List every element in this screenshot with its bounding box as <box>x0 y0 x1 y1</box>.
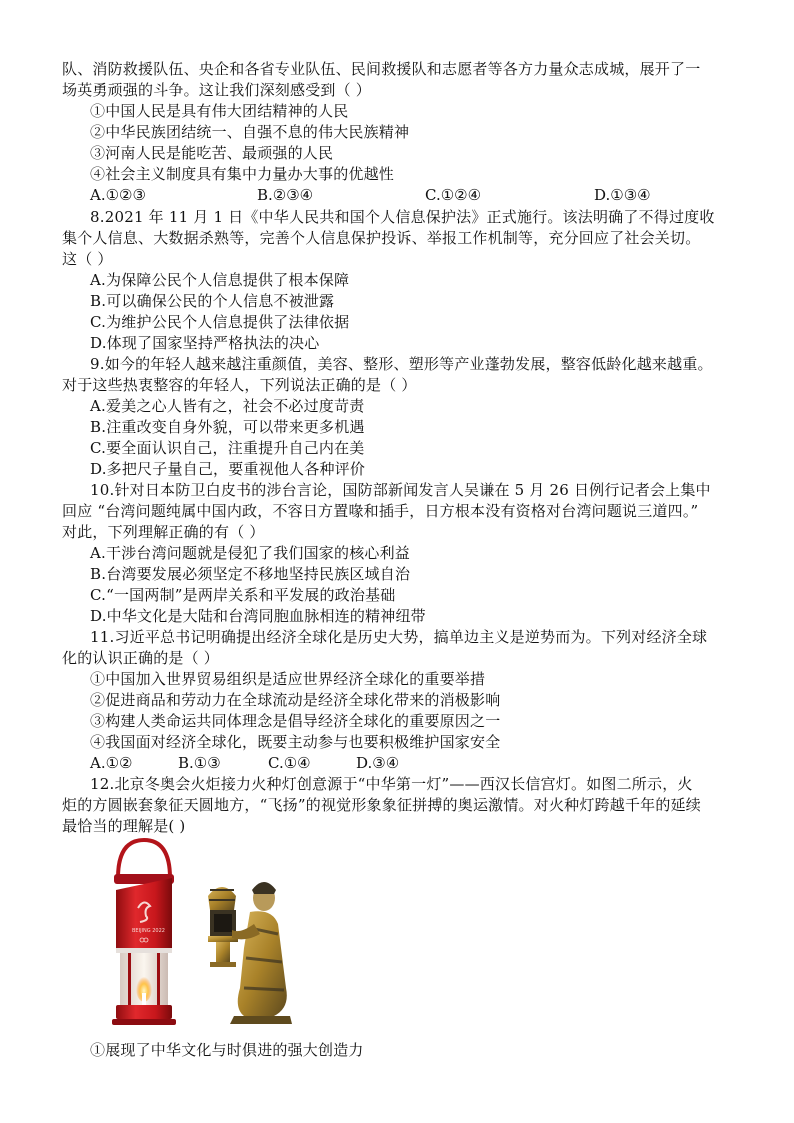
q10-stem-line2: 回应 “台湾问题纯属中国内政，不容日方置喙和插手，日方根本没有资格对台湾问题说三道四。” <box>62 502 699 520</box>
q7-option-a: A.①②③ <box>90 186 146 204</box>
q7-item-4: ④社会主义制度具有集中力量办大事的优越性 <box>90 165 395 183</box>
q7-item-1: ①中国人民是具有伟大团结精神的人民 <box>90 102 349 120</box>
q8-option-a: A.为保障公民个人信息提供了根本保障 <box>90 271 350 289</box>
q11-option-c: C.①④ <box>268 754 311 772</box>
q12-figure-svg <box>104 838 304 1030</box>
q12-stem-line1: 12.北京冬奥会火炬接力火种灯创意源于“中华第一灯”——西汉长信宫灯。如图二所示，火 <box>90 775 693 793</box>
q11-item-2: ②促进商品和劳动力在全球流动是经济全球化带来的消极影响 <box>90 691 501 709</box>
q9-option-d: D.多把尺子量自己，要重视他人各种评价 <box>90 460 366 478</box>
q11-option-d: D.③④ <box>356 754 400 772</box>
q7-item-3: ③河南人民是能吃苦、最顽强的人民 <box>90 144 334 162</box>
q10-option-b: B.台湾要发展必须坚定不移地坚持民族区域自治 <box>90 565 411 583</box>
q10-option-c: C.“一国两制”是两岸关系和平发展的政治基础 <box>90 586 396 604</box>
svg-text:BEIJING 2022: BEIJING 2022 <box>132 928 165 934</box>
q9-option-c: C.要全面认识自己，注重提升自己内在美 <box>90 439 365 457</box>
q9-option-a: A.爱美之心人皆有之，社会不必过度苛责 <box>90 397 365 415</box>
q11-item-4: ④我国面对经济全球化，既要主动参与也要积极维护国家安全 <box>90 733 501 751</box>
q10-option-d: D.中华文化是大陆和台湾同胞血脉相连的精神纽带 <box>90 607 426 625</box>
q7-option-d: D.①③④ <box>594 186 651 204</box>
q8-option-d: D.体现了国家坚持严格执法的决心 <box>90 334 320 352</box>
q12-stem-line2: 炬的方圆嵌套象征天圆地方，“飞扬”的视觉形象象征拼搏的奥运激情。对火种灯跨越千年的延续 <box>62 796 701 814</box>
q11-item-1: ①中国加入世界贸易组织是适应世界经济全球化的重要举措 <box>90 670 486 688</box>
q11-stem-line2: 化的认识正确的是（ ） <box>62 649 219 667</box>
changxin-palace-lamp <box>208 882 292 1024</box>
q8-stem-line3: 这（ ） <box>62 250 113 268</box>
q10-stem-line1: 10.针对日本防卫白皮书的涉台言论，国防部新闻发言人吴谦在 5 月 26 日例行记者会上集中 <box>90 481 711 499</box>
q9-stem-line2: 对于这些热衷整容的年轻人，下列说法正确的是（ ） <box>62 376 417 394</box>
q11-stem-line1: 11.习近平总书记明确提出经济全球化是历史大势，搞单边主义是逆势而为。下列对经济全球 <box>90 628 708 646</box>
q7-stem-line2: 场英勇顽强的斗争。这让我们深刻感受到（ ） <box>62 81 371 99</box>
q12-stem-line3: 最恰当的理解是( ) <box>62 817 186 835</box>
flame-lantern <box>112 840 176 1025</box>
q8-stem-line1: 8.2021 年 11 月 1 日《中华人民共和国个人信息保护法》正式施行。该法明确了不得过度收 <box>90 208 715 226</box>
q9-stem-line1: 9.如今的年轻人越来越注重颜值，美容、整形、塑形等产业蓬勃发展，整容低龄化越来越重。 <box>90 355 713 373</box>
q7-option-b: B.②③④ <box>257 186 314 204</box>
q7-option-c: C.①②④ <box>425 186 482 204</box>
q10-option-a: A.干涉台湾问题就是侵犯了我们国家的核心利益 <box>90 544 411 562</box>
q12-item-1: ①展现了中华文化与时俱进的强大创造力 <box>90 1041 364 1059</box>
q12-figure <box>104 838 304 1030</box>
q7-stem-line1: 队、消防救援队伍、央企和各省专业队伍、民间救援队和志愿者等各方力量众志成城，展开了一 <box>62 60 701 78</box>
q7-item-2: ②中华民族团结统一、自强不息的伟大民族精神 <box>90 123 410 141</box>
q11-option-b: B.①③ <box>178 754 221 772</box>
q10-stem-line3: 对此，下列理解正确的有（ ） <box>62 523 265 541</box>
q9-option-b: B.注重改变自身外貌，可以带来更多机遇 <box>90 418 365 436</box>
q11-option-a: A.①② <box>90 754 133 772</box>
q11-item-3: ③构建人类命运共同体理念是倡导经济全球化的重要原因之一 <box>90 712 501 730</box>
q8-option-b: B.可以确保公民的个人信息不被泄露 <box>90 292 335 310</box>
q8-option-c: C.为维护公民个人信息提供了法律依据 <box>90 313 350 331</box>
q8-stem-line2: 集个人信息、大数据杀熟等，完善个人信息保护投诉、举报工作机制等，充分回应了社会关切。 <box>62 229 701 247</box>
